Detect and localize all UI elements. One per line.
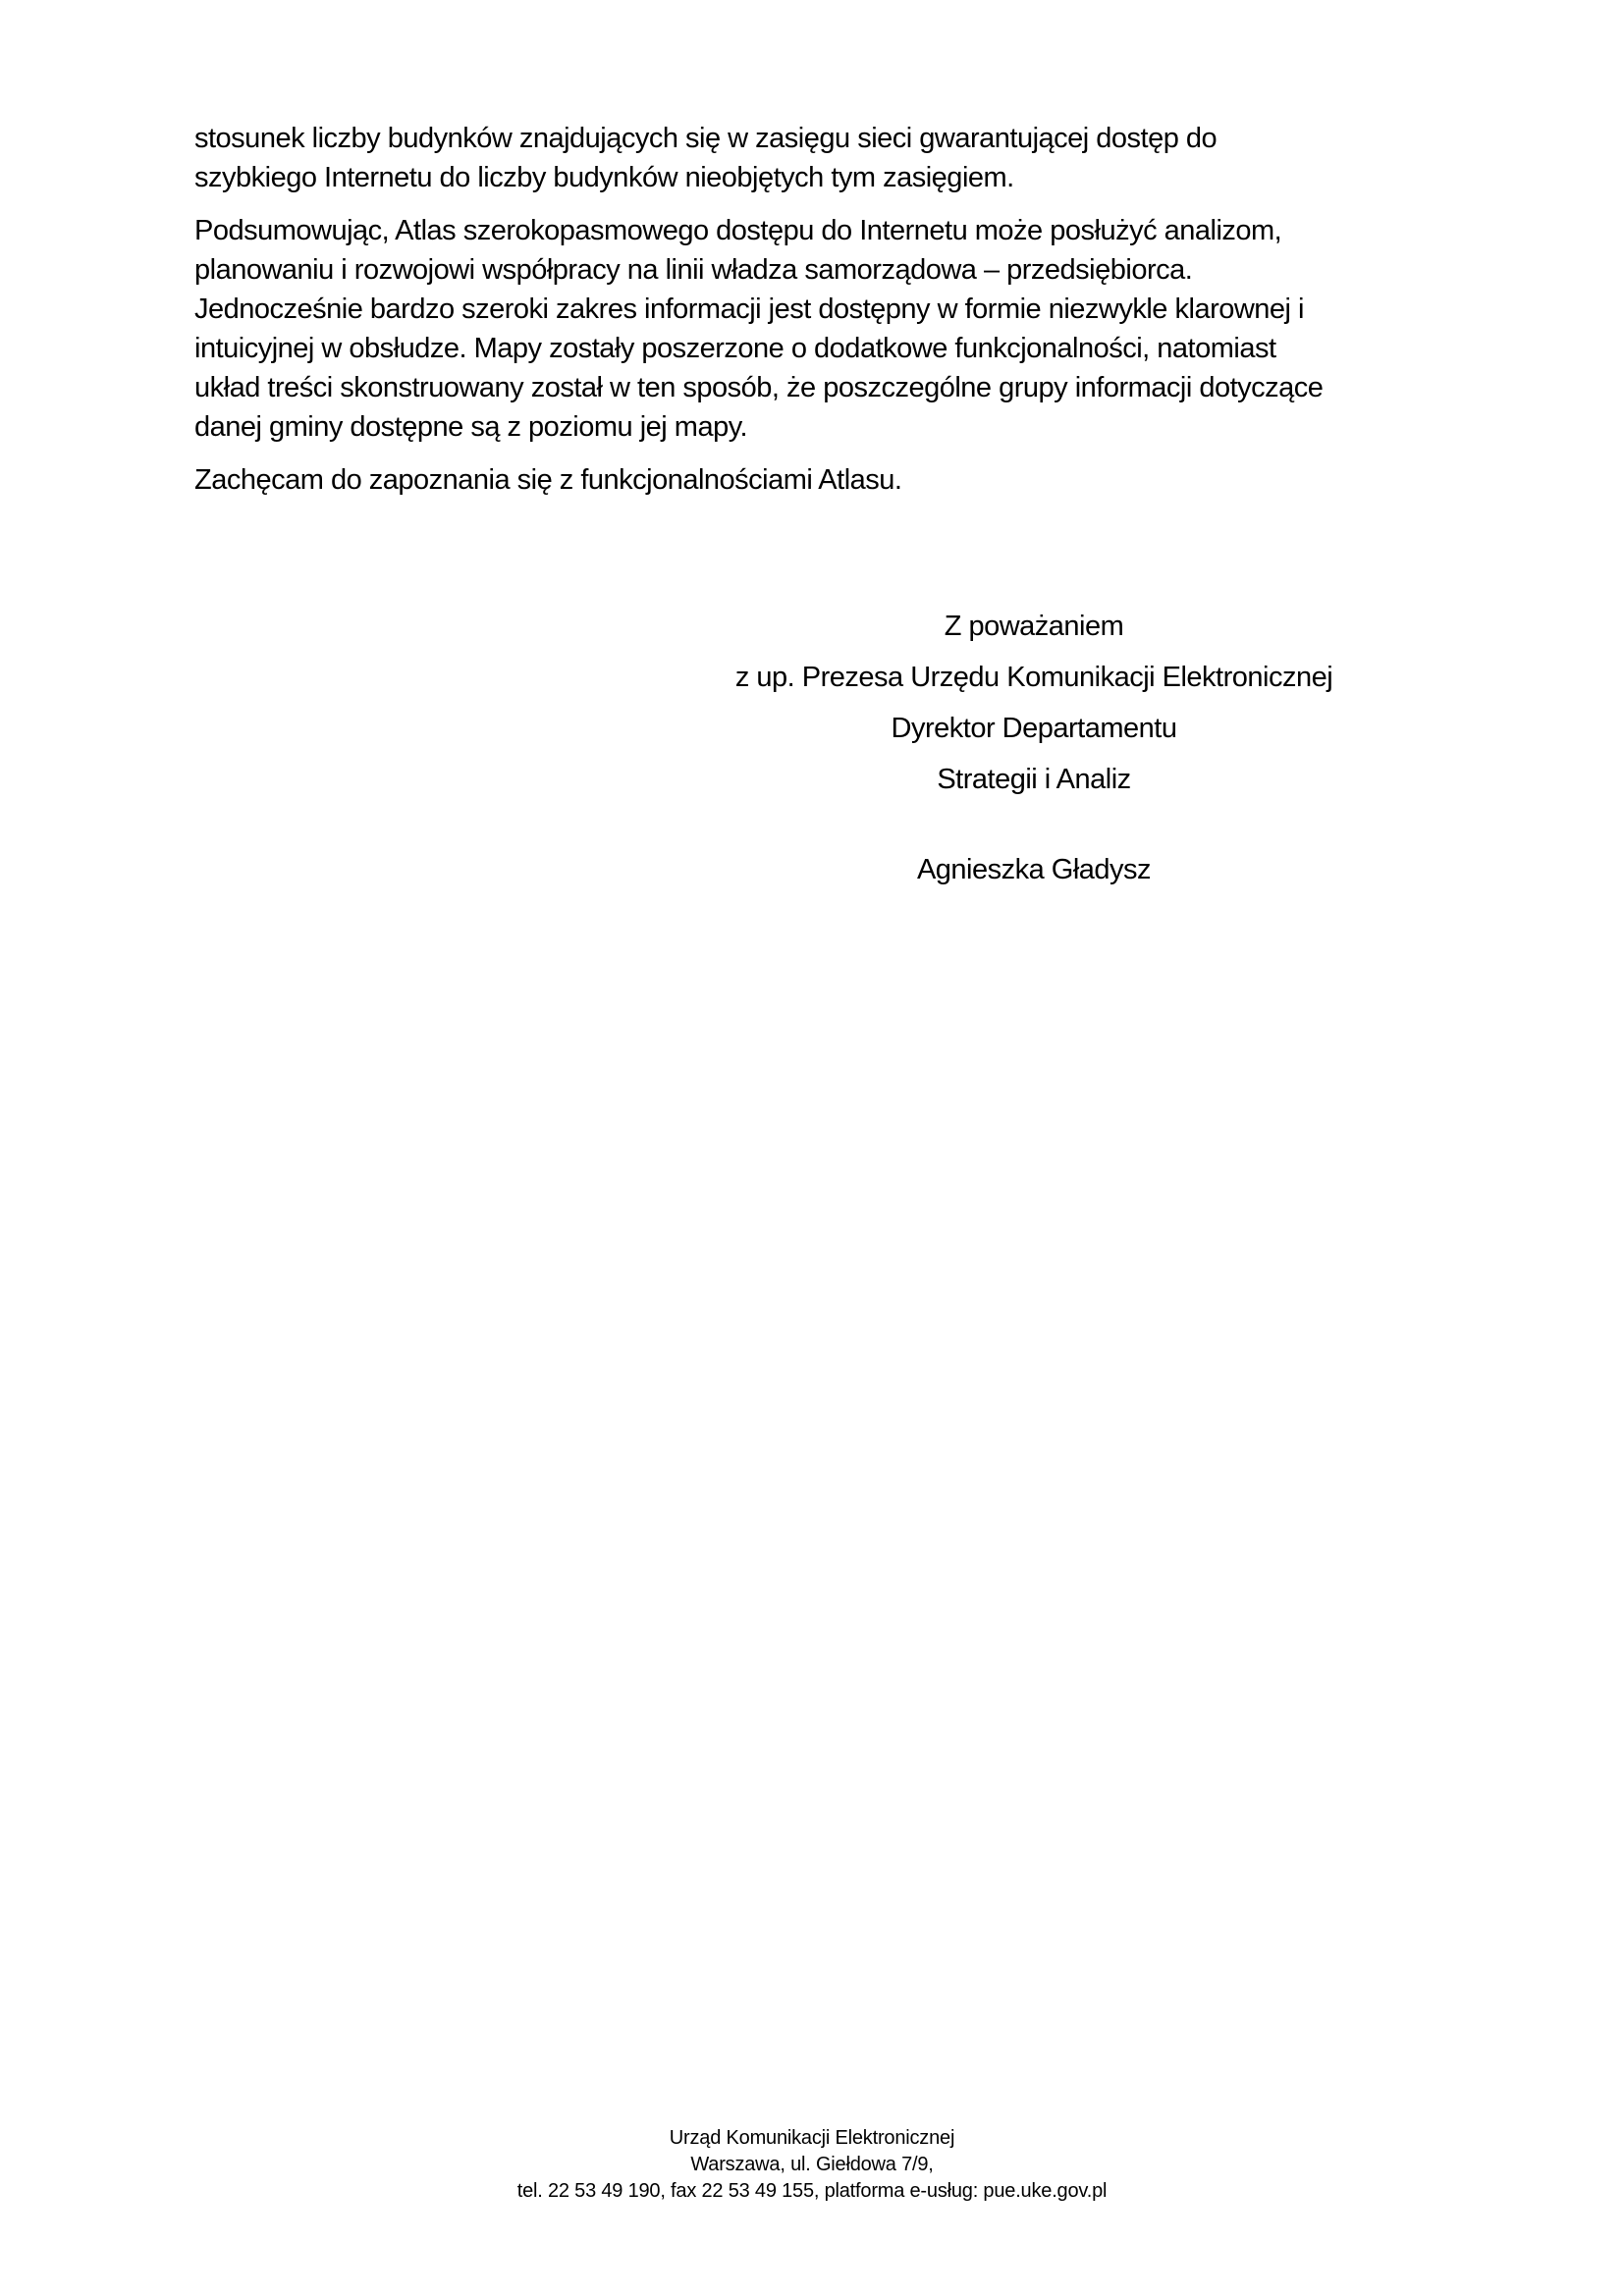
signature-closing: Z poważaniem bbox=[944, 611, 1124, 642]
signature-title-line2: Strategii i Analiz bbox=[937, 764, 1131, 795]
paragraph-coverage bbox=[194, 119, 1451, 197]
page-footer bbox=[0, 2125, 1624, 2205]
body-line: układ treści skonstruowany został w ten sposób, że poszczególne grupy informacji dotyczące bbox=[194, 372, 1324, 403]
body-line: Zachęcam do zapoznania się z funkcjonalnościami Atlasu. bbox=[194, 464, 902, 496]
body-line: Jednocześnie bardzo szeroki zakres informacji jest dostępny w formie niezwykle klarownej i bbox=[194, 294, 1304, 325]
signature-block bbox=[628, 607, 1439, 901]
body-line: danej gminy dostępne są z poziomu jej mapy. bbox=[194, 411, 748, 443]
letter-body bbox=[194, 119, 1451, 513]
body-line: szybkiego Internetu do liczby budynków nieobjętych tym zasięgiem. bbox=[194, 162, 1014, 193]
signature-title-line1: Dyrektor Departamentu bbox=[891, 713, 1177, 744]
paragraph-summary bbox=[194, 211, 1451, 447]
footer-contact: tel. 22 53 49 190, fax 22 53 49 155, platforma e-usług: pue.uke.gov.pl bbox=[516, 2180, 1108, 2202]
signature-name: Agnieszka Gładysz bbox=[916, 854, 1152, 885]
body-line: planowaniu i rozwojowi współpracy na linii władza samorządowa – przedsiębiorca. bbox=[194, 254, 1193, 286]
body-line: Podsumowując, Atlas szerokopasmowego dostępu do Internetu może posłużyć analizom, bbox=[194, 215, 1282, 246]
footer-address: Warszawa, ul. Giełdowa 7/9, bbox=[690, 2154, 934, 2175]
body-line: stosunek liczby budynków znajdujących się w zasięgu sieci gwarantującej dostęp do bbox=[194, 123, 1218, 154]
paragraph-invitation bbox=[194, 460, 1451, 500]
signature-authority: z up. Prezesa Urzędu Komunikacji Elektronicznej bbox=[734, 662, 1333, 693]
body-line: intuicyjnej w obsłudze. Mapy zostały poszerzone o dodatkowe funkcjonalności, natomiast bbox=[194, 333, 1276, 364]
footer-org-name: Urząd Komunikacji Elektronicznej bbox=[669, 2127, 955, 2149]
